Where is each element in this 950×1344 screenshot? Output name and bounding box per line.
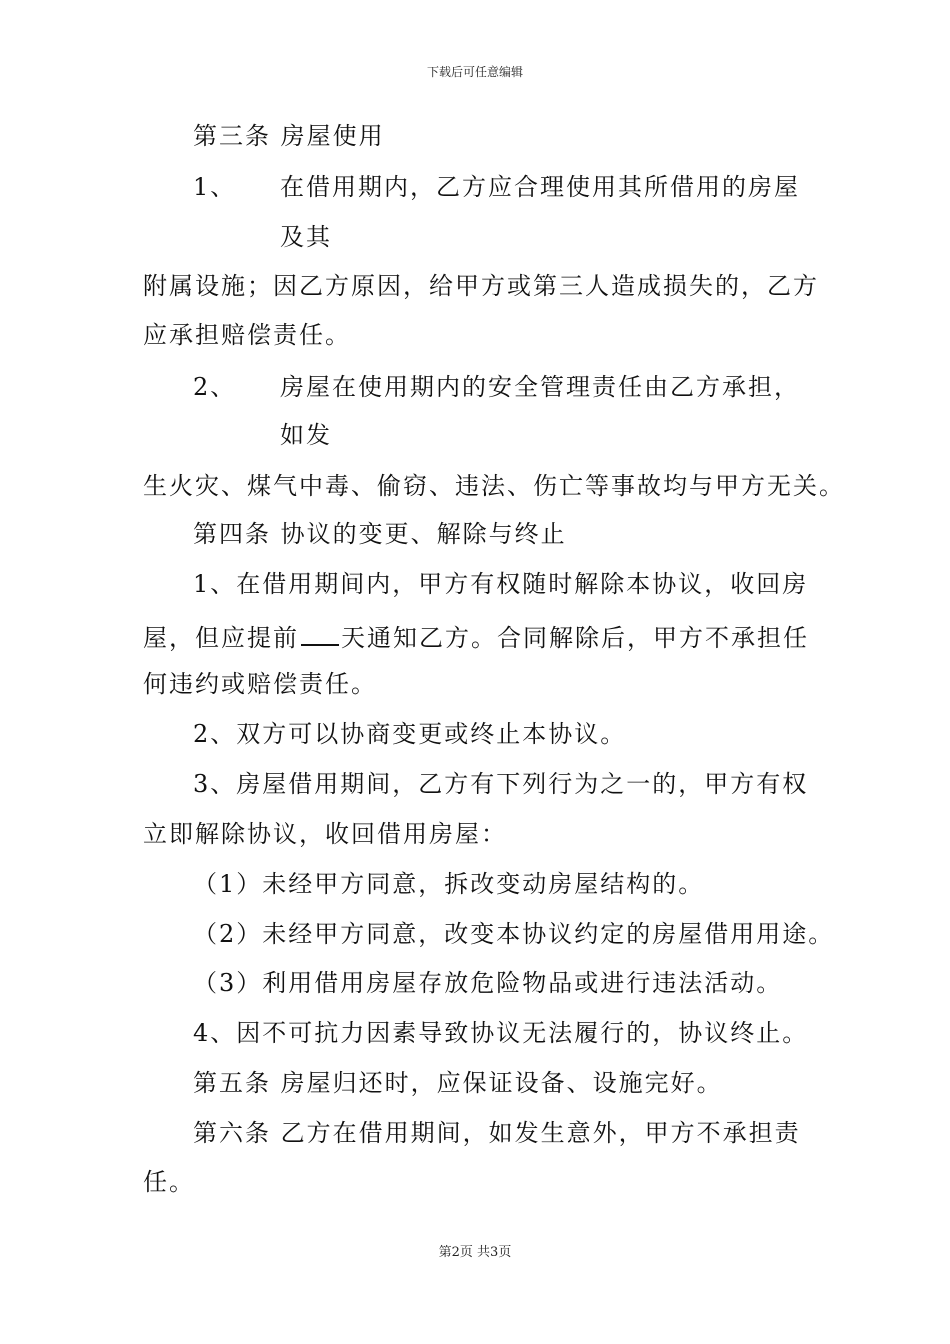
article-4-item-1-line-2-start: 屋，但应提前 xyxy=(143,624,299,652)
article-3-item-1-line-3: 附属设施；因乙方原因，给甲方或第三人造成损失的，乙方 xyxy=(143,272,819,300)
article-4-item-4: 4、因不可抗力因素导致协议无法履行的，协议终止。 xyxy=(193,1019,809,1047)
article-4-item-2: 2、双方可以协商变更或终止本协议。 xyxy=(193,720,627,748)
article-3-item-1-number: 1、 xyxy=(193,173,237,201)
article-6-line-1: 第六条 乙方在借用期间，如发生意外，甲方不承担责 xyxy=(193,1119,801,1147)
article-4-sub-item-3: （3）利用借用房屋存放危险物品或进行违法活动。 xyxy=(193,969,783,997)
article-3-item-1-line-1: 在借用期内，乙方应合理使用其所借用的房屋 xyxy=(280,173,800,201)
article-4-item-1-line-2-end: 天通知乙方。合同解除后，甲方不承担任 xyxy=(341,624,809,652)
article-6-line-2: 任。 xyxy=(143,1168,195,1196)
article-5: 第五条 房屋归还时，应保证设备、设施完好。 xyxy=(193,1069,723,1097)
article-4-sub-item-2: （2）未经甲方同意，改变本协议约定的房屋借用用途。 xyxy=(193,920,835,948)
article-4-item-1-line-1: 1、在借用期间内，甲方有权随时解除本协议，收回房 xyxy=(193,570,809,598)
article-3-item-2-line-3: 生火灾、煤气中毒、偷窃、违法、伤亡等事故均与甲方无关。 xyxy=(143,472,845,500)
article-4-item-3-line-1: 3、房屋借用期间，乙方有下列行为之一的，甲方有权 xyxy=(193,770,809,798)
article-4-title: 第四条 协议的变更、解除与终止 xyxy=(193,520,567,548)
article-4-item-3-line-2: 立即解除协议，收回借用房屋： xyxy=(143,820,507,848)
article-3-item-2-line-1: 房屋在使用期内的安全管理责任由乙方承担， xyxy=(280,373,800,401)
article-3-item-1-line-2: 及其 xyxy=(280,223,332,251)
blank-days-field xyxy=(301,618,339,646)
article-4-item-1-line-3: 何违约或赔偿责任。 xyxy=(143,670,377,698)
article-3-item-1-line-4: 应承担赔偿责任。 xyxy=(143,321,351,349)
page-header: 下载后可任意编辑 xyxy=(426,65,523,79)
article-4-item-1-line-2 xyxy=(143,618,809,655)
article-3-title: 第三条 房屋使用 xyxy=(193,122,385,150)
article-3-item-2-number: 2、 xyxy=(193,373,237,401)
article-3-item-2-line-2: 如发 xyxy=(280,421,332,449)
article-4-sub-item-1: （1）未经甲方同意，拆改变动房屋结构的。 xyxy=(193,870,705,898)
page-footer: 第2页 共3页 xyxy=(438,1245,512,1260)
